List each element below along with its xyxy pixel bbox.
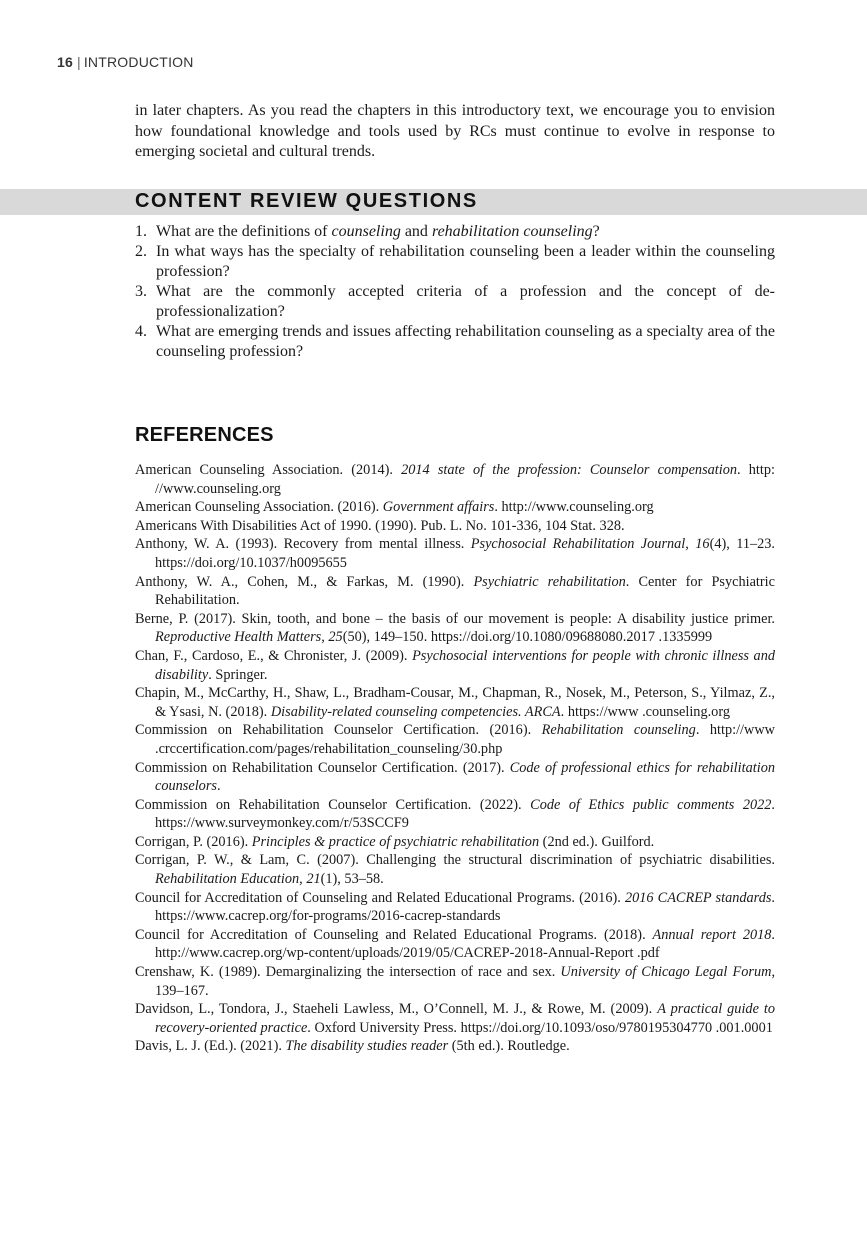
text-run: , bbox=[299, 871, 307, 888]
text-run: Anthony, W. A., Cohen, M., & Farkas, M. (1990). bbox=[135, 573, 474, 590]
reference-entry bbox=[135, 926, 775, 963]
italic-text: 2016 CACREP standards bbox=[624, 889, 772, 906]
text-run: . http://www.cacrep.org/wp-content/uploads/2019/05/CACREP-2018-Annual-Report .pdf bbox=[155, 926, 775, 962]
review-question bbox=[135, 322, 775, 362]
text-run: Americans With Disabilities Act of 1990. (1990). Pub. L. No. 101-336, 104 Stat. 328. bbox=[135, 517, 625, 534]
italic-text: Reproductive Health Matters bbox=[155, 629, 322, 646]
italic-text: Code of Ethics public comments 2022 bbox=[530, 796, 772, 813]
text-run: . https://www.cacrep.org/for-programs/2016-cacrep-standards bbox=[155, 889, 775, 925]
reference-entry bbox=[135, 1037, 775, 1056]
reference-entry bbox=[135, 647, 775, 684]
text-run: . https://www .counseling.org bbox=[560, 703, 730, 720]
italic-text: Psychosocial interventions for people with chronic illness and disability bbox=[155, 647, 776, 683]
references-list bbox=[135, 461, 775, 1056]
header-separator: | bbox=[76, 54, 81, 70]
text-run: , bbox=[685, 536, 696, 553]
reference-entry bbox=[135, 963, 775, 1000]
text-run: Corrigan, P. (2016). bbox=[135, 833, 252, 850]
reference-entry bbox=[135, 851, 775, 888]
text-run: Commission on Rehabilitation Counselor Certification. (2016). bbox=[135, 722, 542, 739]
chapter-title: INTRODUCTION bbox=[83, 54, 194, 70]
reference-entry bbox=[135, 610, 775, 647]
text-run: American Counseling Association. (2014). bbox=[135, 462, 402, 478]
text-run: . Oxford University Press. https://doi.org/10.1093/oso/9780195304770 .001.0001 bbox=[307, 1019, 773, 1036]
text-run: Crenshaw, K. (1989). Demarginalizing the intersection of race and sex. bbox=[135, 964, 561, 981]
running-header bbox=[57, 54, 194, 70]
question-number: 2. bbox=[135, 243, 147, 260]
italic-text: rehabilitation counseling bbox=[431, 223, 593, 240]
reference-entry bbox=[135, 684, 775, 721]
text-run: , 139–167. bbox=[155, 964, 776, 999]
italic-text: counseling bbox=[331, 223, 401, 240]
question-number: 3. bbox=[135, 283, 147, 300]
text-run: Council for Accreditation of Counseling and Related Educational Programs. (2018). bbox=[135, 926, 653, 943]
text-run: . bbox=[216, 778, 221, 795]
text-run: What are the definitions of bbox=[156, 223, 332, 240]
text-run: American Counseling Association. (2016). bbox=[135, 499, 383, 516]
review-questions-list bbox=[135, 222, 775, 362]
text-run: Davis, L. J. (Ed.). (2021). bbox=[135, 1038, 286, 1055]
italic-text: Psychiatric rehabilitation bbox=[473, 573, 626, 590]
text-run: Commission on Rehabilitation Counselor Certification. (2017). bbox=[135, 759, 510, 776]
text-run: (50), 149–150. https://doi.org/10.1080/09688080.2017 .1335999 bbox=[342, 629, 713, 646]
text-run: Corrigan, P. W., & Lam, C. (2007). Challenging the structural discrimination of psychiatric disabilities. bbox=[135, 852, 775, 869]
italic-text: Principles & practice of psychiatric rehabilitation bbox=[251, 833, 540, 850]
text-run: (1), 53–58. bbox=[320, 871, 384, 888]
review-question bbox=[135, 222, 775, 242]
text-run: Berne, P. (2017). Skin, tooth, and bone – the basis of our movement is people: A disability justice primer. bbox=[135, 610, 775, 627]
text-run: ? bbox=[592, 223, 600, 240]
italic-text: 25 bbox=[328, 629, 343, 646]
text-run: . http://www.counseling.org bbox=[494, 499, 654, 516]
question-number: 4. bbox=[135, 323, 147, 340]
reference-entry bbox=[135, 498, 775, 517]
italic-text: Government affairs bbox=[382, 499, 495, 516]
text-run: What are emerging trends and issues affecting rehabilitation counseling as a specialty area of the counseling profession? bbox=[156, 323, 775, 360]
text-run: Chan, F., Cardoso, E., & Chronister, J. (2009). bbox=[135, 647, 413, 664]
content-review-heading: CONTENT REVIEW QUESTIONS bbox=[135, 190, 478, 212]
text-run: Davidson, L., Tondora, J., Staeheli Lawless, M., O’Connell, M. J., & Rowe, M. (2009). bbox=[135, 1001, 658, 1018]
italic-text: Psychosocial Rehabilitation Journal bbox=[470, 536, 686, 553]
reference-entry bbox=[135, 759, 775, 796]
text-run: (2nd ed.). Guilford. bbox=[539, 833, 655, 850]
references-heading: REFERENCES bbox=[135, 424, 274, 446]
text-run: and bbox=[400, 223, 432, 240]
text-run: . http: //www.counseling.org bbox=[155, 462, 775, 497]
italic-text: 21 bbox=[306, 871, 321, 888]
text-run: . Springer. bbox=[208, 666, 268, 683]
review-question bbox=[135, 242, 775, 282]
reference-entry bbox=[135, 535, 775, 572]
reference-entry bbox=[135, 796, 775, 833]
reference-entry bbox=[135, 889, 775, 926]
italic-text: Disability-related counseling competencies. ARCA bbox=[270, 703, 561, 720]
page-number: 16 bbox=[57, 54, 73, 70]
text-run: In what ways has the specialty of rehabilitation counseling been a leader within the counseling profession? bbox=[156, 243, 775, 280]
intro-paragraph: in later chapters. As you read the chapters in this introductory text, we encourage you to envision how foundational knowledge and tools used by RCs must continue to evolve in response to emerging societal and cultural trends. bbox=[135, 102, 775, 160]
reference-entry bbox=[135, 573, 775, 610]
text-run: . Center for Psychiatric Rehabilitation. bbox=[155, 573, 775, 609]
reference-entry bbox=[135, 833, 775, 852]
reference-entry bbox=[135, 1000, 775, 1037]
text-run: What are the commonly accepted criteria of a profession and the concept of de-professionalization? bbox=[156, 283, 775, 320]
text-run: , bbox=[321, 629, 329, 646]
reference-entry bbox=[135, 721, 775, 758]
text-run: Anthony, W. A. (1993). Recovery from mental illness. bbox=[135, 536, 471, 553]
reference-entry bbox=[135, 517, 775, 536]
italic-text: Rehabilitation counseling bbox=[541, 722, 696, 739]
question-number: 1. bbox=[135, 223, 147, 240]
italic-text: 2014 state of the profession: Counselor compensation bbox=[401, 462, 738, 478]
review-question bbox=[135, 282, 775, 322]
italic-text: University of Chicago Legal Forum bbox=[560, 964, 772, 981]
italic-text: Annual report 2018 bbox=[652, 926, 772, 943]
text-run: . https://www.surveymonkey.com/r/53SCCF9 bbox=[155, 796, 775, 832]
italic-text: The disability studies reader bbox=[285, 1038, 449, 1055]
text-run: (4), 11–23. https://doi.org/10.1037/h0095655 bbox=[155, 536, 775, 571]
text-run: Chapin, M., McCarthy, H., Shaw, L., Bradham-Cousar, M., Chapman, R., Nosek, M., Peterson, S., Yilmaz, Z., & Ysasi, N. (2018). bbox=[135, 685, 775, 720]
italic-text: Code of professional ethics for rehabilitation counselors bbox=[155, 759, 775, 795]
italic-text: A practical guide to recovery-oriented practice bbox=[155, 1001, 775, 1036]
text-run: Council for Accreditation of Counseling and Related Educational Programs. (2016). bbox=[135, 889, 625, 906]
reference-entry bbox=[135, 461, 775, 498]
italic-text: 16 bbox=[695, 536, 710, 553]
text-run: (5th ed.). Routledge. bbox=[448, 1038, 570, 1055]
text-run: . http://www .crccertification.com/pages/rehabilitation_counseling/30.php bbox=[155, 722, 775, 757]
text-run: Commission on Rehabilitation Counselor Certification. (2022). bbox=[135, 796, 531, 813]
italic-text: Rehabilitation Education bbox=[155, 871, 300, 888]
